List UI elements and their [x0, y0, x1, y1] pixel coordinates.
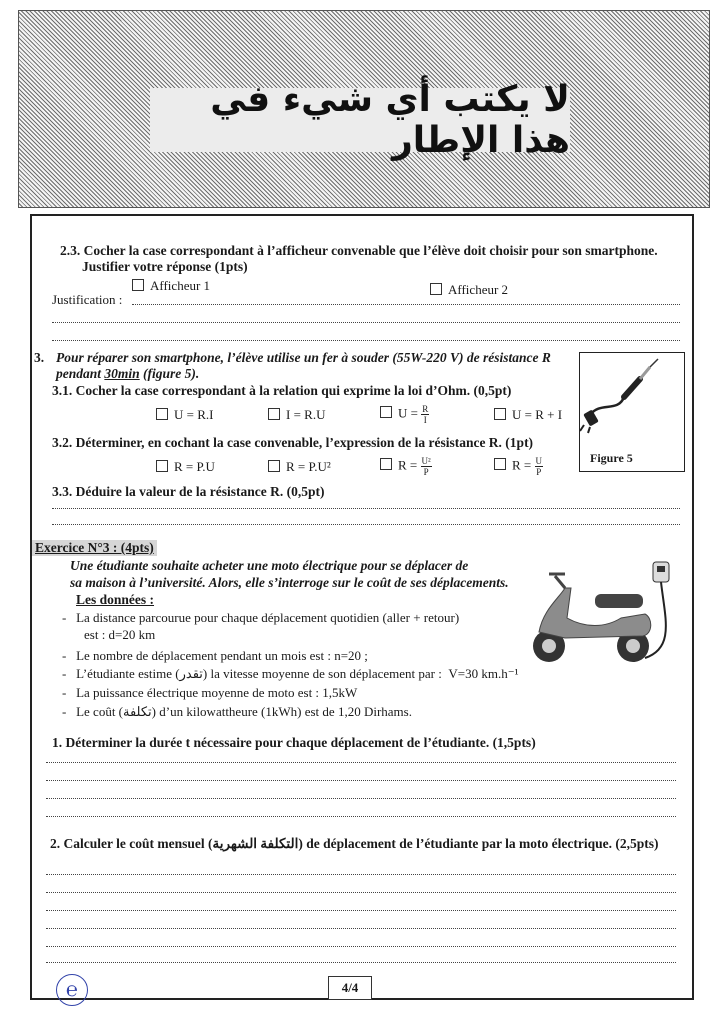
- ex3-intro-line1: Une étudiante souhaite acheter une moto électrique pour se déplacer de: [70, 558, 469, 573]
- ex3-intro-line2: sa maison à l’université. Alors, elle s’interroge sur le coût de ses déplacements.: [70, 575, 509, 590]
- q31-option-3[interactable]: U = $\frac{R}{I}$: [380, 404, 429, 425]
- answer-line[interactable]: [132, 304, 680, 305]
- checkbox[interactable]: [380, 458, 392, 470]
- answer-line[interactable]: [52, 340, 680, 341]
- q23-option-afficheur2[interactable]: Afficheur 2: [430, 282, 508, 298]
- checkbox[interactable]: [132, 279, 144, 291]
- header-banner: لا يكتب أي شيء في هذا الإطار: [150, 88, 570, 152]
- fraction: $\frac{U}{P}$: [535, 456, 543, 477]
- handwritten-mark: ℮: [56, 974, 88, 1006]
- answer-line[interactable]: [46, 780, 676, 781]
- q31-option-1[interactable]: U = R.I: [156, 407, 213, 423]
- electric-scooter-icon: [525, 558, 685, 673]
- answer-line[interactable]: [52, 508, 680, 509]
- checkbox[interactable]: [156, 408, 168, 420]
- q32-option-3[interactable]: R = $\frac{\text{U²}}{P}$: [380, 456, 432, 477]
- checkbox[interactable]: [268, 460, 280, 472]
- q3-number: 3.: [34, 350, 45, 365]
- soldering-iron-icon: [580, 353, 684, 449]
- checkbox[interactable]: [268, 408, 280, 420]
- q32-option-4[interactable]: R = $\frac{U}{P}$: [494, 456, 543, 477]
- answer-line[interactable]: [52, 322, 680, 323]
- q32-option-1[interactable]: R = P.U: [156, 459, 215, 475]
- q31-title: 3.1. Cocher la case correspondant à la relation qui exprime la loi d’Ohm. (0,5pt): [52, 383, 512, 398]
- answer-line[interactable]: [46, 892, 676, 893]
- figure-5-caption: Figure 5: [590, 451, 633, 465]
- q32-title: 3.2. Déterminer, en cochant la case convenable, l’expression de la résistance R. (1pt): [52, 435, 534, 450]
- answer-line[interactable]: [46, 874, 676, 875]
- donnees-title: Les données :: [76, 592, 155, 607]
- ex3-q2-title: 2. Calculer le coût mensuel (التكلفة الشهرية) de déplacement de l’étudiante par la moto électrique. (2,5pts): [50, 836, 659, 851]
- fraction: $\frac{R}{I}$: [422, 404, 429, 425]
- q3-intro-line2: pendant 30min (figure 5).: [56, 366, 200, 381]
- answer-line[interactable]: [46, 962, 676, 963]
- list-item: - La distance parcourue pour chaque déplacement quotidien (aller + retour): [62, 610, 460, 625]
- list-item: - Le coût (تكلفة) d’un kilowattheure (1kWh) est de 1,20 Dirhams.: [62, 704, 412, 719]
- q31-option-2[interactable]: I = R.U: [268, 407, 325, 423]
- q23-option-afficheur1[interactable]: Afficheur 1: [132, 278, 210, 294]
- answer-line[interactable]: [46, 798, 676, 799]
- answer-line[interactable]: [46, 910, 676, 911]
- checkbox[interactable]: [494, 408, 506, 420]
- ex3-q1-title: 1. Déterminer la durée t nécessaire pour chaque déplacement de l’étudiante. (1,5pts): [52, 735, 536, 750]
- list-item-cont: est : d=20 km: [84, 627, 156, 642]
- exercise-3-title: Exercice N°3 : (4pts): [32, 540, 157, 556]
- q3-intro-line1: Pour réparer son smartphone, l’élève utilise un fer à souder (55W-220 V) de résistance R: [56, 350, 551, 365]
- q23-justification-label: Justification :: [52, 292, 123, 307]
- answer-line[interactable]: [52, 524, 680, 525]
- q33-title: 3.3. Déduire la valeur de la résistance R. (0,5pt): [52, 484, 325, 499]
- checkbox[interactable]: [494, 458, 506, 470]
- q31-option-4[interactable]: U = R + I: [494, 407, 562, 423]
- figure-5-box: [579, 352, 685, 472]
- q32-option-2[interactable]: R = P.U²: [268, 459, 331, 475]
- list-item: - Le nombre de déplacement pendant un mois est : n=20 ;: [62, 648, 368, 663]
- checkbox[interactable]: [156, 460, 168, 472]
- answer-line[interactable]: [46, 816, 676, 817]
- checkbox[interactable]: [430, 283, 442, 295]
- fraction: $\frac{\text{U²}}{P}$: [421, 456, 431, 477]
- answer-line[interactable]: [46, 762, 676, 763]
- checkbox[interactable]: [380, 406, 392, 418]
- page-number: 4/4: [328, 976, 372, 1000]
- list-item: - La puissance électrique moyenne de moto est : 1,5kW: [62, 685, 358, 700]
- answer-line[interactable]: [46, 946, 676, 947]
- q23-title-line2: Justifier votre réponse (1pts): [82, 259, 248, 274]
- q23-title-line1: 2.3. Cocher la case correspondant à l’afficheur convenable que l’élève doit choisir pour son smartphone.: [60, 243, 658, 258]
- answer-line[interactable]: [46, 928, 676, 929]
- list-item: - L’étudiante estime (تقدر) la vitesse moyenne de son déplacement par : V=30 km.h⁻¹: [62, 666, 519, 681]
